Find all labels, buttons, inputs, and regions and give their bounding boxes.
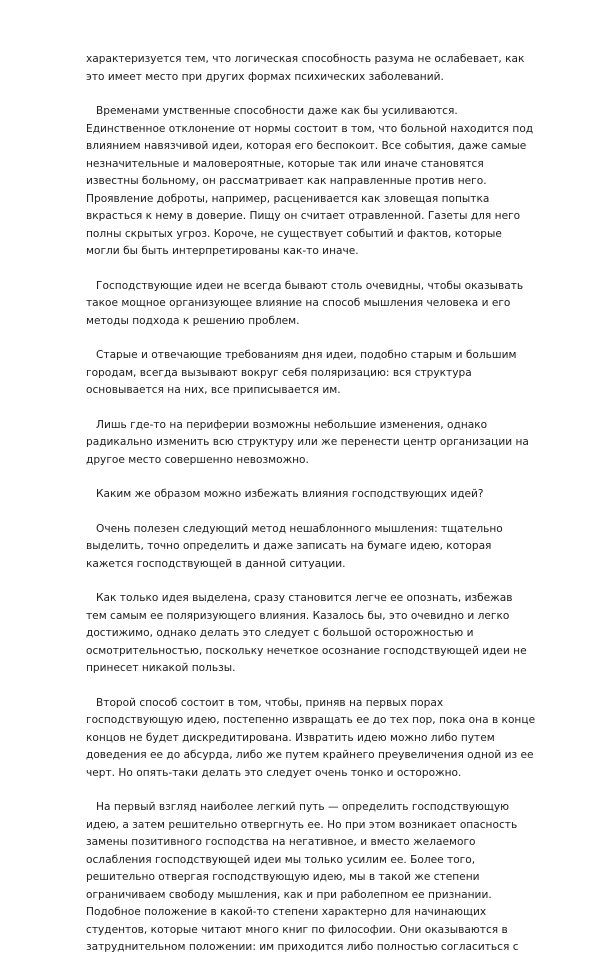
text-line: известны больному, он рассматривает как направленные против него. <box>86 175 487 187</box>
text-line: доведения ее до абсурда, либо же путем крайнего преувеличения одной из ее <box>86 749 534 761</box>
text-line: могли бы быть интерпретированы как-то иначе. <box>86 245 359 257</box>
text-line: Как только идея выделена, сразу становится легче ее опознать, избежав <box>96 592 513 604</box>
paragraph <box>86 278 538 331</box>
text-line: такое мощное организующее влияние на способ мышления человека и его <box>86 297 511 309</box>
text-line: тем самым ее поляризующего влияния. Казалось бы, это очевидно и легко <box>86 609 510 622</box>
text-line: господствующую идею, постепенно извращать ее до тех пор, пока она в конце <box>86 714 536 726</box>
text-line: Временами умственные способности даже как бы усиливаются. <box>96 105 458 117</box>
body-text <box>86 51 538 974</box>
paragraph <box>86 347 538 400</box>
text-line: решительно отвергая господствующую идею, мы в такой же степени <box>86 871 480 883</box>
text-line: городам, всегда вызывают вокруг себя поляризацию: вся структура <box>86 366 472 379</box>
text-line: вкрасться к нему в доверие. Пищу он считает отравленной. Газеты для него <box>86 210 521 222</box>
text-line: черт. Но опять-таки делать это следует очень тонко и осторожно. <box>86 766 462 779</box>
text-line: Старые и отвечающие требованиям дня идеи, подобно старым и большим <box>96 349 517 361</box>
text-line: затруднительном положении: им приходится либо полностью согласиться с <box>86 941 519 953</box>
text-line: Очень полезен следующий метод нешаблонного мышления: тщательно <box>96 522 503 535</box>
text-line: незначительные и маловероятные, которые так или иначе становятся <box>86 157 484 170</box>
text-line: Проявление доброты, например, расценивается как зловещая попытка <box>86 192 490 205</box>
text-line: полны скрытых угроз. Короче, не существует событий и фактов, которые <box>86 227 502 240</box>
text-line: методы подхода к решению проблем. <box>86 314 300 327</box>
text-line: Второй способ состоит в том, чтобы, приняв на первых порах <box>96 696 444 709</box>
text-line: ослабления господствующей идеи мы только усилим ее. Более того, <box>86 853 476 866</box>
paragraph <box>86 486 538 504</box>
paragraph <box>86 590 538 678</box>
text-line: основывается на них, все приписывается им. <box>86 384 341 396</box>
text-line: концов не будет дискредитирована. Извратить идею можно либо путем <box>86 731 495 744</box>
paragraph <box>86 521 538 574</box>
text-line: принесет никакой пользы. <box>86 662 236 674</box>
paragraph <box>86 799 538 957</box>
text-line: это имеет место при других формах психических заболеваний. <box>86 70 444 83</box>
text-line: влиянием навязчивой идеи, которая его беспокоит. Все события, даже самые <box>86 140 527 152</box>
text-line: Господствующие идеи не всегда бывают столь очевидны, чтобы оказывать <box>96 279 524 292</box>
text-line: замены позитивного господства на негативное, и вместо желаемого <box>86 836 476 848</box>
paragraph <box>86 417 538 470</box>
text-line: другое место совершенно невозможно. <box>86 453 309 466</box>
paragraph <box>86 51 538 86</box>
text-line: Каким же образом можно избежать влияния господствующих идей? <box>96 488 484 500</box>
text-line: радикально изменить всю структуру или же перенести центр организации на <box>86 436 529 448</box>
text-line: Подобное положение в какой-то степени характерно для начинающих <box>86 906 487 918</box>
text-line: На первый взгляд наиболее легкий путь — определить господствующую <box>96 801 510 813</box>
text-line: Единственное отклонение от нормы состоит в том, что больной находится под <box>86 122 534 135</box>
text-line: осмотрительностью, поскольку нечеткое осознание господствующей идеи не <box>86 644 527 657</box>
text-line: кажется господствующей в данной ситуации. <box>86 557 346 570</box>
text-line: ограничиваем свободу мышления, как и при раболепном ее признании. <box>86 888 492 901</box>
text-line: выделить, точно определить и даже записать на бумаге идею, которая <box>86 540 492 552</box>
text-line: идею, а затем решительно отвергнуть ее. Но при этом возникает опасность <box>86 818 518 831</box>
text-line: Лишь где-то на периферии возможны небольшие изменения, однако <box>96 418 488 431</box>
text-line: характеризуется тем, что логическая способность разума не ослабевает, как <box>86 53 525 65</box>
text-line: достижимо, однако делать это следует с большой осторожностью и <box>86 627 474 639</box>
paragraph <box>86 103 538 261</box>
paragraph <box>86 695 538 783</box>
text-line: студентов, которые читают много книг по философии. Они оказываются в <box>86 923 508 936</box>
